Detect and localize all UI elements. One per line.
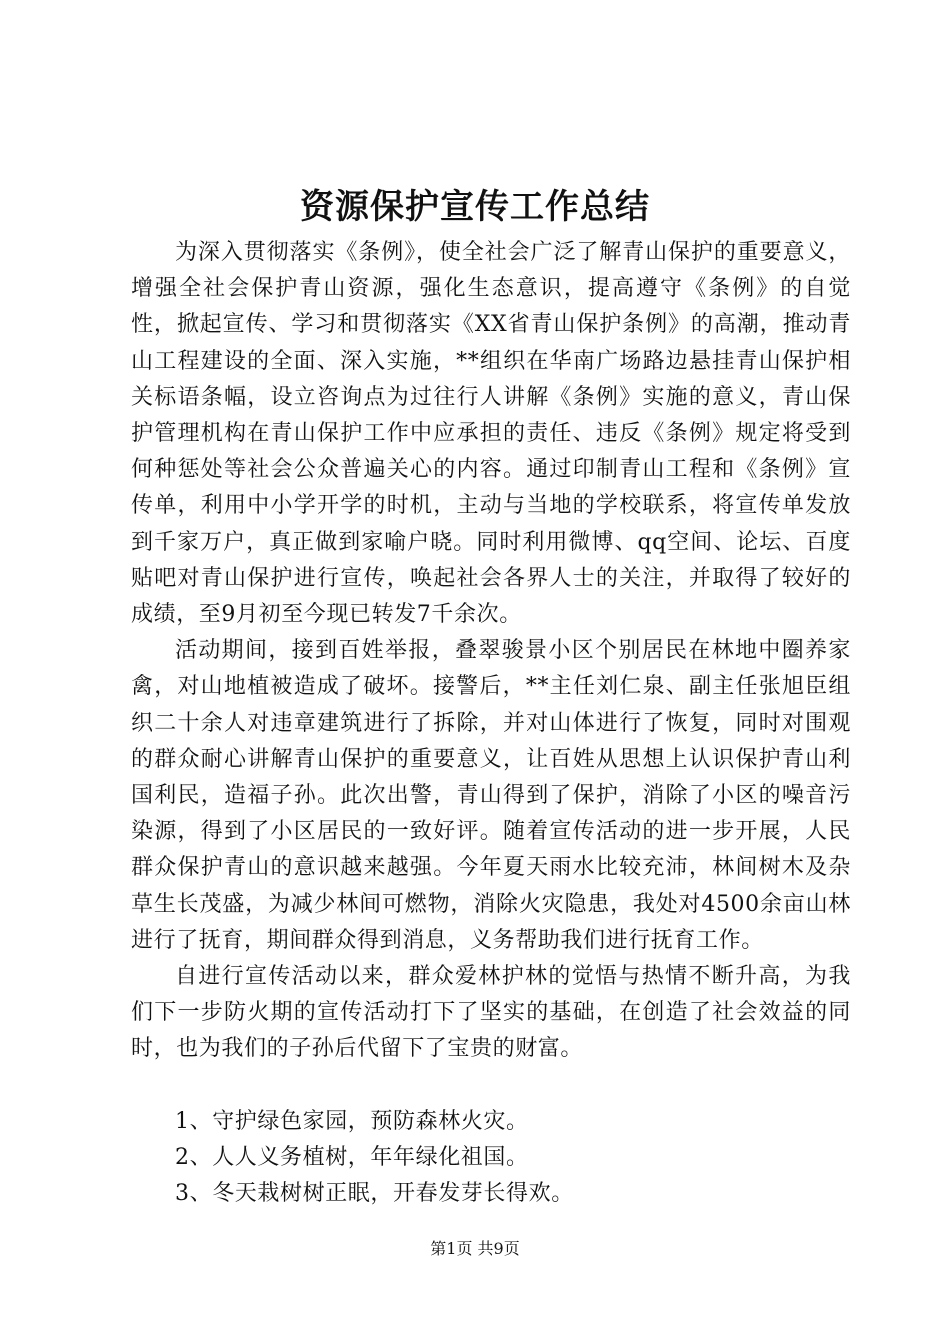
- slogan-item-1: 1、守护绿色家园，预防森林火灾。: [175, 1108, 529, 1134]
- section-spacer: [131, 1068, 851, 1104]
- page-footer: 第1页 共9页: [430, 1239, 520, 1258]
- slogan-item-2: 2、人人义务植树，年年绿化祖国。: [175, 1144, 529, 1170]
- paragraph-1: 为深入贯彻落实《条例》，使全社会广泛了解青山保护的重要意义，增强全社会保护青山资源，强化生态意识，提高遵守《条例》的自觉性，掀起宣传、学习和贯彻落实《XX省青山保护条例》的高潮，推动青山工程建设的全面、深入实施，**组织在华南广场路边悬挂青山保护相关标语条幅，设立咨询点为过往行人讲解《条例》实施的意义，青山保护管理机构在青山保护工作中应承担的责任、违反《条例》规定将受到何种惩处等社会公众普遍关心的内容。通过印制青山工程和《条例》宣传单，利用中小学开学的时机，主动与当地的学校联系，将宣传单发放到千家万户，真正做到家喻户晓。同时利用微博、qq空间、论坛、百度贴吧对青山保护进行宣传，唤起社会各界人士的关注，并取得了较好的成绩，至9月初至今现已转发7千余次。: [131, 240, 851, 628]
- paragraph-2: 活动期间，接到百姓举报，叠翠骏景小区个别居民在林地中圈养家禽，对山地植被造成了破坏。接警后，**主任刘仁泉、副主任张旭臣组织二十余人对违章建筑进行了拆除，并对山体进行了恢复，同时对围观的群众耐心讲解青山保护的重要意义，让百姓从思想上认识保护青山利国利民，造福子孙。此次出警，青山得到了保护，消除了小区的噪音污染源，得到了小区居民的一致好评。随着宣传活动的进一步开展，人民群众保护青山的意识越来越强。今年夏天雨水比较充沛，林间树木及杂草生长茂盛，为减少林间可燃物，消除火灾隐患，我处对4500余亩山林进行了抚育，期间群众得到消息，义务帮助我们进行抚育工作。: [131, 638, 851, 953]
- slogan-item-3: 3、冬天栽树树正眠，开春发芽长得欢。: [175, 1181, 574, 1207]
- paragraph-3: 自进行宣传活动以来，群众爱林护林的觉悟与热情不断升高，为我们下一步防火期的宣传活动打下了坚实的基础，在创造了社会效益的同时，也为我们的子孙后代留下了宝贵的财富。: [131, 964, 851, 1062]
- slogan-list: [131, 1104, 851, 1213]
- document-body: [131, 235, 851, 1212]
- document-title: 资源保护宣传工作总结: [300, 187, 650, 227]
